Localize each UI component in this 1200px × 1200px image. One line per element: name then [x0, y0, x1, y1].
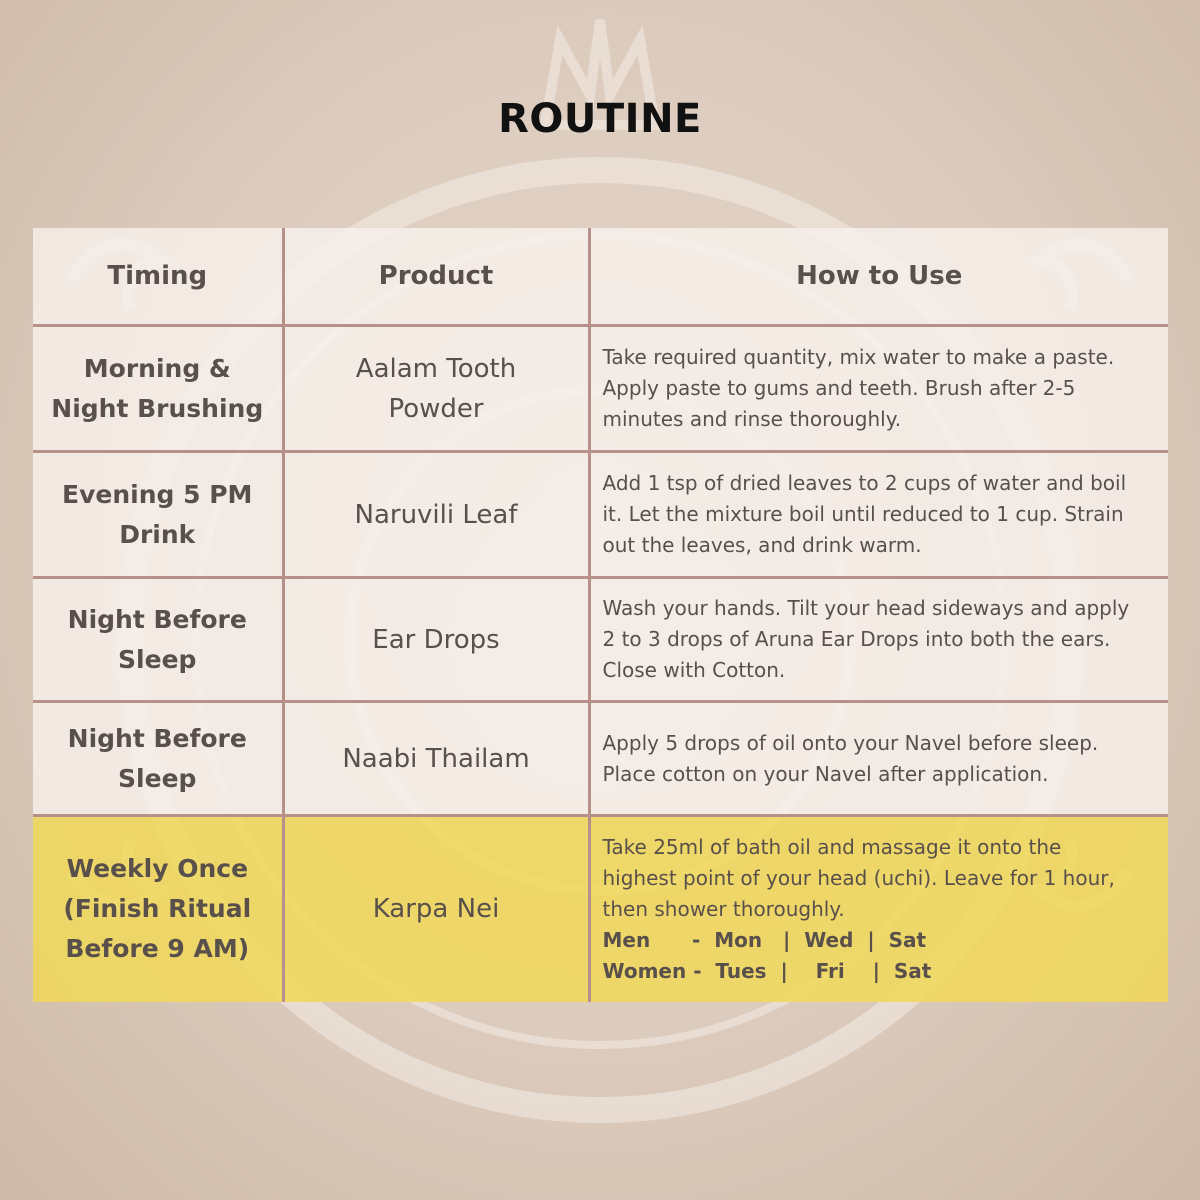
timing-line: (Finish Ritual [63, 894, 252, 924]
schedule-men: Men - Mon | Wed | Sat [602, 927, 927, 952]
timing-cell [33, 326, 283, 452]
table-row-highlighted [33, 816, 1168, 1002]
product-line: Karpa Nei [372, 894, 500, 925]
how-to-use-cell [589, 326, 1168, 452]
how-to-use-cell [589, 702, 1168, 816]
how-to-use-cell [589, 816, 1168, 1002]
instruction-line: minutes and rinse thoroughly. [602, 407, 902, 431]
instruction-line: Apply 5 drops of oil onto your Navel before sleep. [602, 730, 1099, 755]
product-line: Naabi Thailam [342, 743, 530, 774]
timing-line: Morning & [83, 353, 231, 383]
instruction-line: Add 1 tsp of dried leaves to 2 cups of water and boil [602, 471, 1127, 495]
how-to-use-cell [589, 578, 1168, 702]
timing-line: Night Before [67, 604, 247, 634]
timing-line: Sleep [118, 644, 197, 674]
header-how-to-use: How to Use [589, 228, 1168, 326]
timing-cell [33, 578, 283, 702]
timing-line: Night Brushing [51, 393, 264, 423]
timing-line: Drink [119, 519, 196, 549]
timing-line: Night Before [67, 723, 247, 753]
instruction-line: Apply paste to gums and teeth. Brush after 2-5 [602, 376, 1076, 400]
product-cell [283, 816, 589, 1002]
product-line: Aalam Tooth [355, 353, 517, 384]
instruction-line: Wash your hands. Tilt your head sideways and apply [602, 596, 1130, 620]
instruction-line: it. Let the mixture boil until reduced to 1 cup. Strain [602, 502, 1124, 526]
timing-cell [33, 452, 283, 578]
routine-table [33, 228, 1168, 1002]
timing-line: Before 9 AM) [65, 934, 250, 964]
schedule-women: Women - Tues | Fri | Sat [602, 958, 932, 983]
instruction-line: highest point of your head (uchi). Leave for 1 hour, [602, 865, 1115, 890]
instruction-line: 2 to 3 drops of Aruna Ear Drops into both the ears. [602, 627, 1111, 651]
header-timing: Timing [33, 228, 283, 326]
timing-cell [33, 702, 283, 816]
instruction-line: Take required quantity, mix water to make a paste. [602, 345, 1115, 369]
instruction-line: then shower thoroughly. [602, 896, 845, 921]
table-row [33, 702, 1168, 816]
product-line: Ear Drops [372, 624, 500, 655]
timing-line: Evening 5 PM [62, 479, 253, 509]
instruction-line: Place cotton on your Navel after application. [602, 761, 1049, 786]
table-row [33, 578, 1168, 702]
page-title: ROUTINE [498, 96, 702, 142]
instruction-line: Take 25ml of bath oil and massage it onto the [602, 834, 1062, 859]
how-to-use-cell [589, 452, 1168, 578]
instruction-line: out the leaves, and drink warm. [602, 533, 922, 557]
table-header-row [33, 228, 1168, 326]
product-line: Naruvili Leaf [354, 499, 518, 530]
timing-line: Weekly Once [66, 854, 249, 884]
product-cell [283, 326, 589, 452]
timing-line: Sleep [118, 763, 197, 793]
product-cell [283, 702, 589, 816]
product-cell [283, 578, 589, 702]
product-cell [283, 452, 589, 578]
header-product: Product [283, 228, 589, 326]
timing-cell [33, 816, 283, 1002]
table-row [33, 452, 1168, 578]
instruction-line: Close with Cotton. [602, 658, 786, 682]
table-row [33, 326, 1168, 452]
product-line: Powder [388, 393, 484, 424]
